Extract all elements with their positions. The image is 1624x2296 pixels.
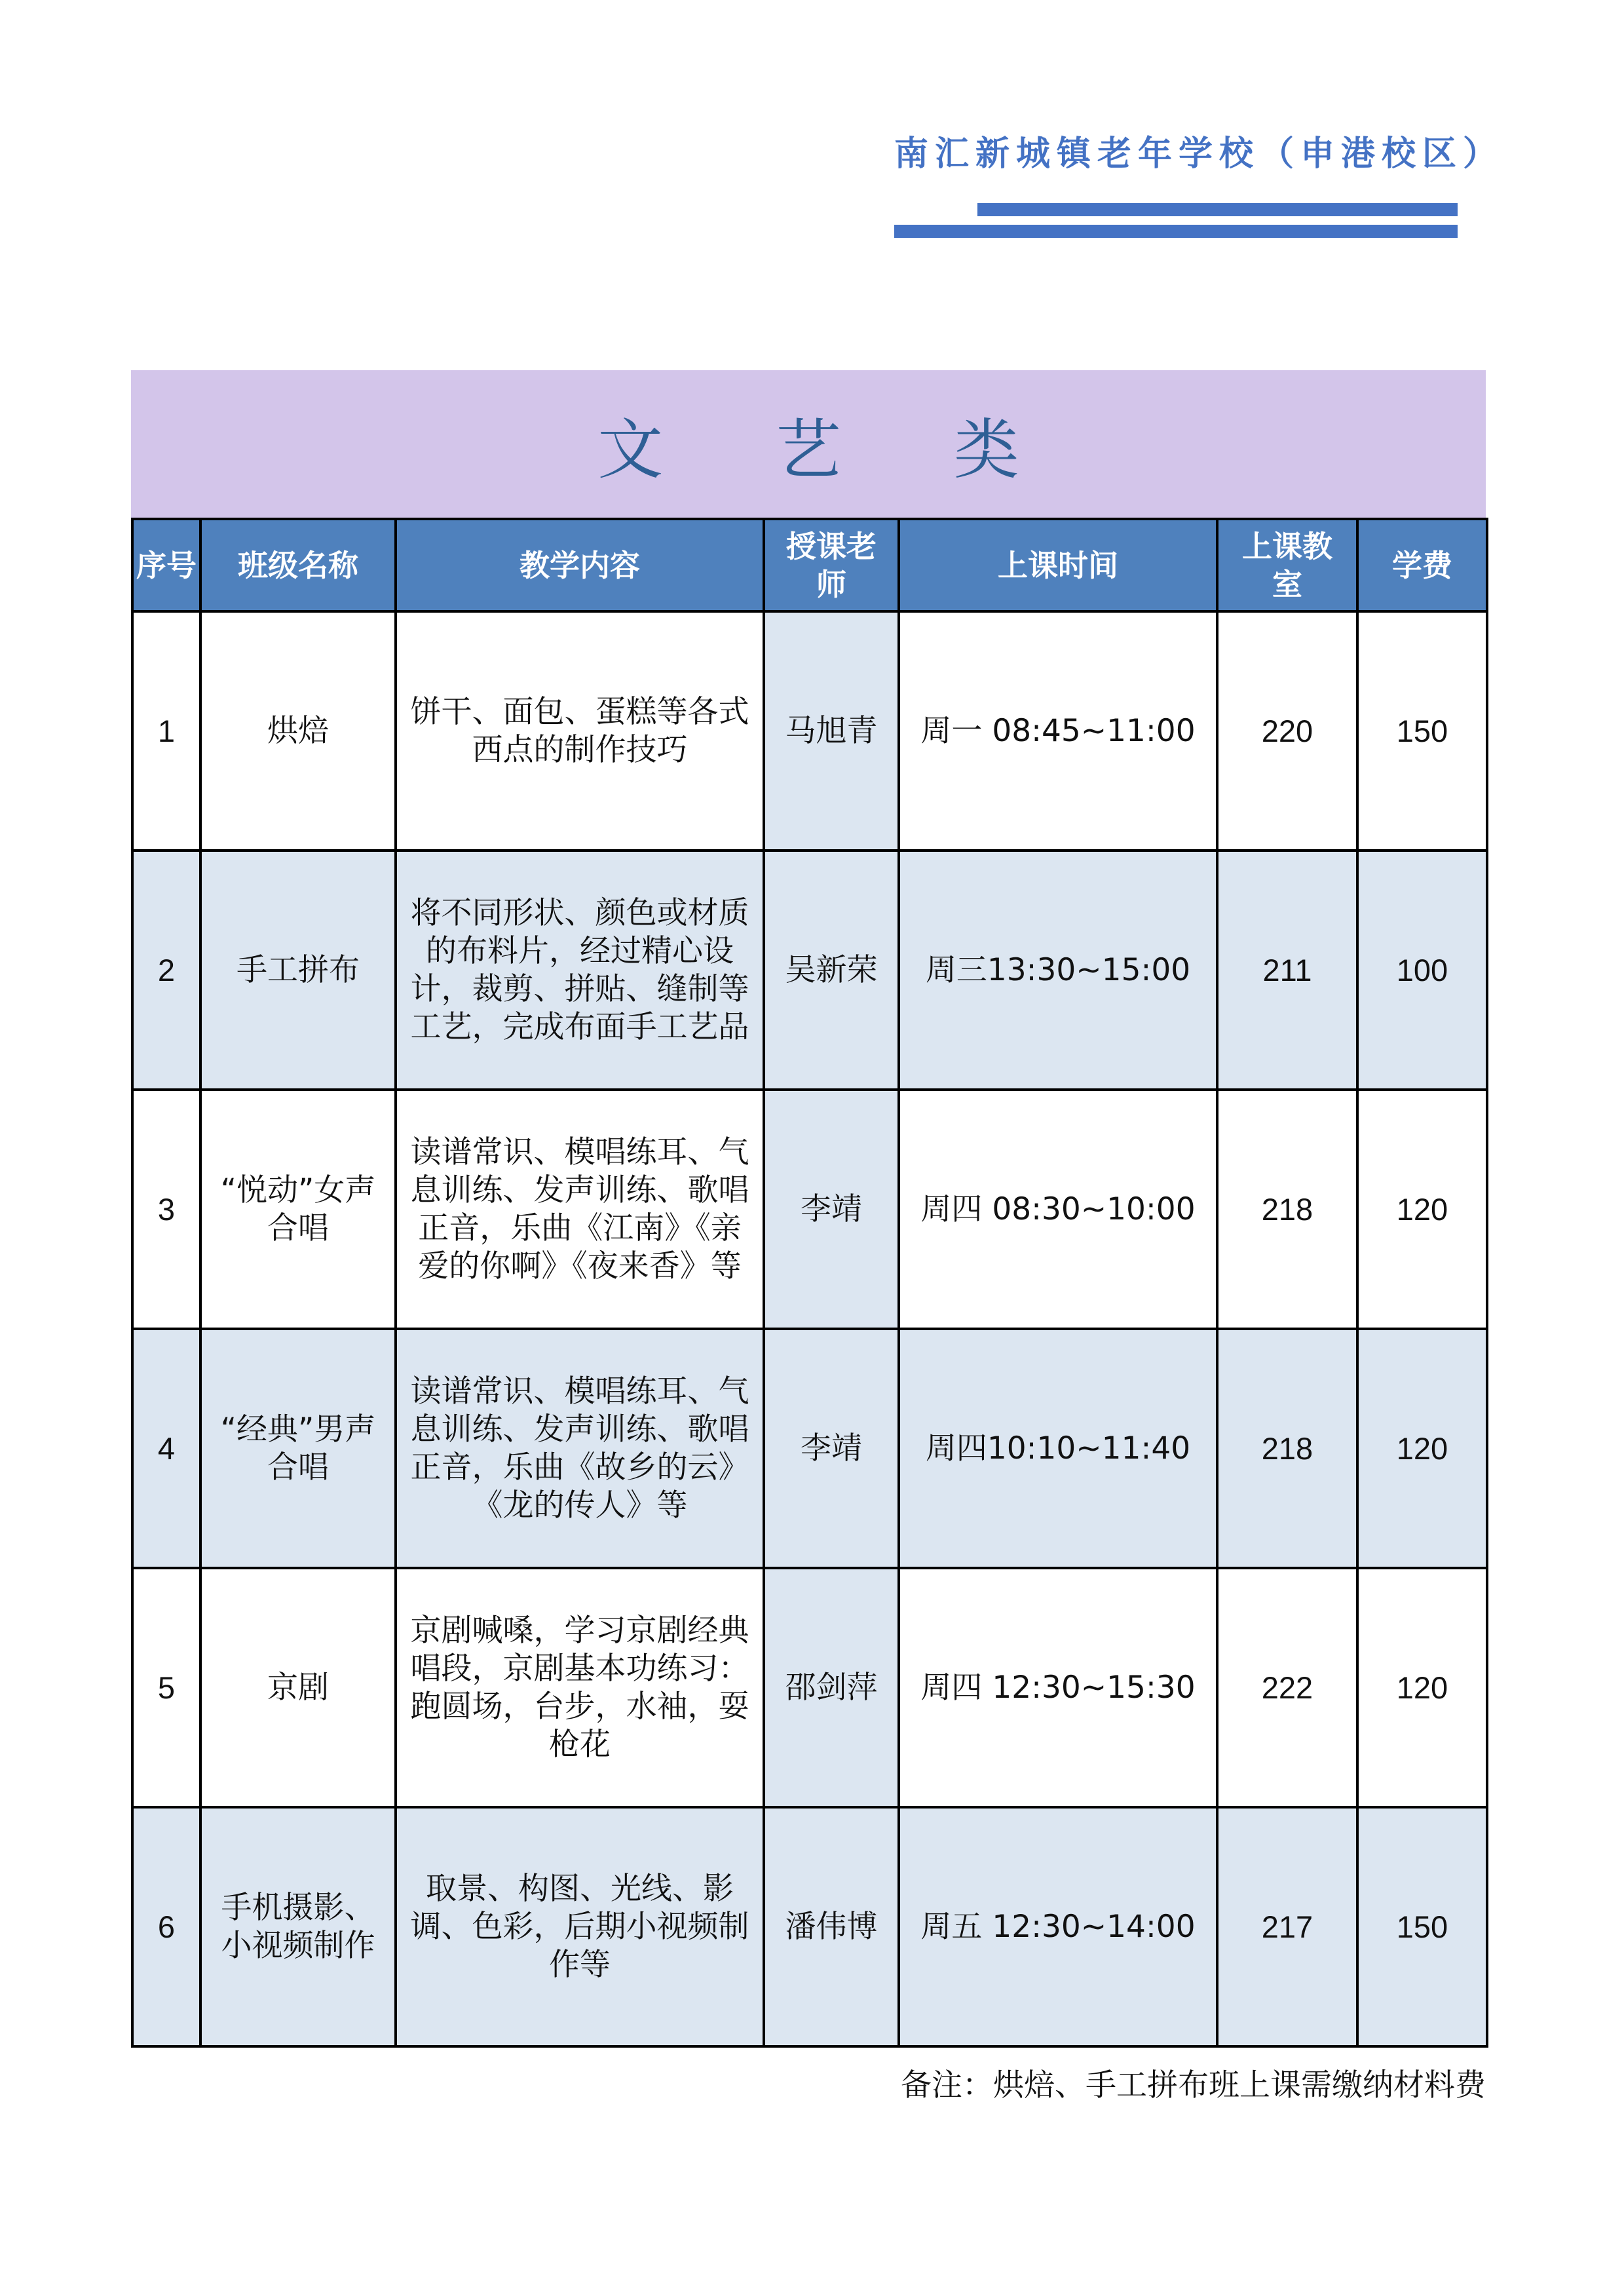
cell-class-name: 烘焙 [200,611,396,851]
cell-teacher: 潘伟博 [764,1807,899,2046]
cell-time: 周三13:30~15:00 [899,851,1217,1090]
category-banner [131,370,1486,518]
column-header-class-name: 班级名称 [200,519,396,611]
table-header-row [132,519,1487,611]
column-header-fee: 学费 [1357,519,1487,611]
cell-room: 217 [1217,1807,1357,2046]
column-header-time: 上课时间 [899,519,1217,611]
cell-no: 1 [132,611,200,851]
cell-no: 3 [132,1090,200,1329]
cell-content: 饼干、面包、蛋糕等各式西点的制作技巧 [396,611,764,851]
column-header-room: 上课教室 [1217,519,1357,611]
cell-time: 周五 12:30~14:00 [899,1807,1217,2046]
category-title: 文 艺 类 [597,411,1065,488]
cell-time: 周四10:10~11:40 [899,1329,1217,1568]
cell-fee: 100 [1357,851,1487,1090]
cell-room: 218 [1217,1329,1357,1568]
decorative-bar-top [977,203,1458,216]
cell-content: 将不同形状、颜色或材质的布料片，经过精心设计，裁剪、拼贴、缝制等工艺，完成布面手工艺品 [396,851,764,1090]
course-schedule-table [131,518,1488,2048]
cell-time: 周一 08:45~11:00 [899,611,1217,851]
cell-teacher: 吴新荣 [764,851,899,1090]
cell-teacher: 邵剑萍 [764,1568,899,1807]
table-row [132,1568,1487,1807]
decorative-bar-bottom [894,225,1458,238]
cell-room: 222 [1217,1568,1357,1807]
cell-class-name: “经典”男声合唱 [200,1329,396,1568]
cell-fee: 120 [1357,1090,1487,1329]
school-title: 南汇新城镇老年学校（申港校区） [894,134,1504,174]
column-header-no: 序号 [132,519,200,611]
cell-content: 京剧喊嗓，学习京剧经典唱段，京剧基本功练习：跑圆场，台步，水袖，耍枪花 [396,1568,764,1807]
column-header-teacher: 授课老师 [764,519,899,611]
footer-note: 备注：烘焙、手工拼布班上课需缴纳材料费 [901,2067,1486,2103]
table-row [132,1090,1487,1329]
table-row [132,1807,1487,2046]
cell-no: 2 [132,851,200,1090]
cell-class-name: 京剧 [200,1568,396,1807]
table-row [132,1329,1487,1568]
cell-teacher: 李靖 [764,1090,899,1329]
cell-room: 211 [1217,851,1357,1090]
cell-teacher: 马旭青 [764,611,899,851]
cell-class-name: 手工拼布 [200,851,396,1090]
column-header-content: 教学内容 [396,519,764,611]
cell-content: 读谱常识、模唱练耳、气息训练、发声训练、歌唱 正音，乐曲《江南》《亲爱的你啊》《夜来香》等 [396,1090,764,1329]
cell-no: 4 [132,1329,200,1568]
cell-time: 周四 08:30~10:00 [899,1090,1217,1329]
cell-no: 5 [132,1568,200,1807]
cell-no: 6 [132,1807,200,2046]
cell-time: 周四 12:30~15:30 [899,1568,1217,1807]
cell-fee: 150 [1357,611,1487,851]
cell-room: 220 [1217,611,1357,851]
cell-class-name: “悦动”女声合唱 [200,1090,396,1329]
cell-teacher: 李靖 [764,1329,899,1568]
table-row [132,851,1487,1090]
cell-fee: 150 [1357,1807,1487,2046]
cell-fee: 120 [1357,1568,1487,1807]
cell-room: 218 [1217,1090,1357,1329]
cell-fee: 120 [1357,1329,1487,1568]
cell-class-name: 手机摄影、小视频制作 [200,1807,396,2046]
cell-content: 取景、构图、光线、影调、色彩，后期小视频制作等 [396,1807,764,2046]
cell-content: 读谱常识、模唱练耳、气息训练、发声训练、歌唱 正音，乐曲《故乡的云》《龙的传人》等 [396,1329,764,1568]
table-row [132,611,1487,851]
